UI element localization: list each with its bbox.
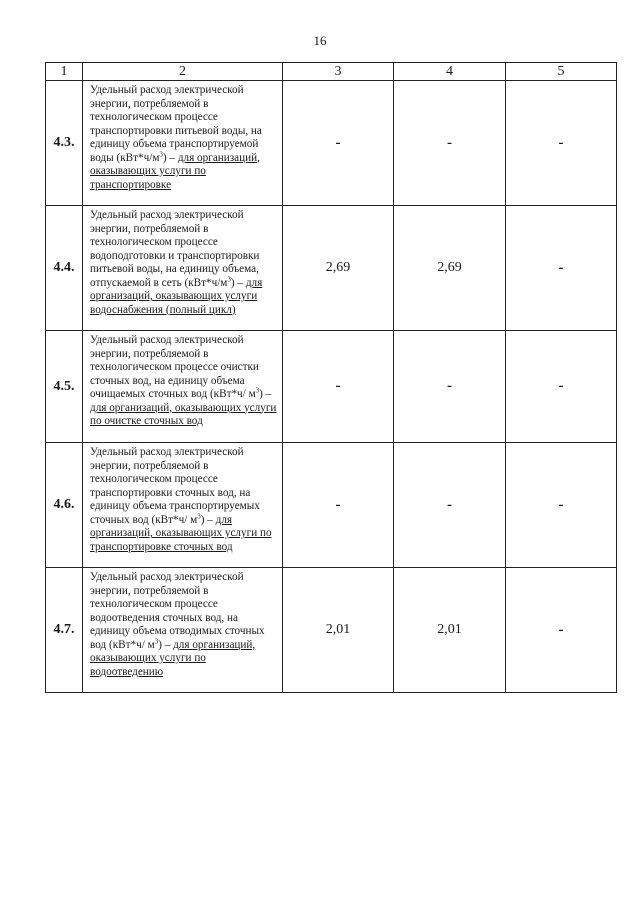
row-description: Удельный расход электрической энергии, потребляемой в технологическом процессе транспортировки сточных вод, на единицу объема транспортируемых сточных вод (кВт*ч/ $м^3$) – для организаций, оказывающих услуги по транспортировке сточных вод	[83, 443, 283, 568]
value-col4: 2,01	[394, 568, 506, 693]
value-col4: -	[394, 443, 506, 568]
column-header: 1	[46, 63, 83, 81]
column-header: 5	[506, 63, 617, 81]
value-col4: -	[394, 81, 506, 206]
value-col3: -	[283, 443, 394, 568]
row-number: 4.6.	[46, 443, 83, 568]
row-description: Удельный расход электрической энергии, потребляемой в технологическом процессе водоотведения сточных вод, на единицу объема отводимых сточных вод (кВт*ч/ $м^3$) – для организаций, оказывающих услуги по водоотведению	[83, 568, 283, 693]
table-header-row	[46, 63, 617, 81]
value-col3: 2,01	[283, 568, 394, 693]
table-row	[46, 206, 617, 331]
value-col3: -	[283, 81, 394, 206]
row-number: 4.3.	[46, 81, 83, 206]
row-description: Удельный расход электрической энергии, потребляемой в технологическом процессе очистки сточных вод, на единицу объема очищаемых сточных вод (кВт*ч/ $м^3$) – для организаций, оказывающих услуги по очистке сточных вод	[83, 331, 283, 443]
column-header: 2	[83, 63, 283, 81]
value-col5: -	[506, 331, 617, 443]
table-row	[46, 568, 617, 693]
indicators-table	[45, 62, 617, 693]
table-row	[46, 81, 617, 206]
value-col4: 2,69	[394, 206, 506, 331]
value-col3: -	[283, 331, 394, 443]
value-col4: -	[394, 331, 506, 443]
value-col3: 2,69	[283, 206, 394, 331]
value-col5: -	[506, 568, 617, 693]
value-col5: -	[506, 81, 617, 206]
row-number: 4.7.	[46, 568, 83, 693]
value-col5: -	[506, 443, 617, 568]
page-number: 16	[313, 33, 327, 48]
column-header: 3	[283, 63, 394, 81]
table-row	[46, 443, 617, 568]
value-col5: -	[506, 206, 617, 331]
row-description: Удельный расход электрической энергии, потребляемой в технологическом процессе транспортировки питьевой воды, на единицу объема транспортируемой воды $(кВт*ч/м^3)$ – для организаций, оказывающих услуги по транспортировке	[83, 81, 283, 206]
column-header: 4	[394, 63, 506, 81]
row-number: 4.4.	[46, 206, 83, 331]
row-description: Удельный расход электрической энергии, потребляемой в технологическом процессе водоподготовки и транспортировки питьевой воды, на единицу объема, отпускаемой в сеть $(кВт*ч/м^3)$ – для организаций, оказывающих услуги водоснабжения (полный цикл)	[83, 206, 283, 331]
row-number: 4.5.	[46, 331, 83, 443]
table-row	[46, 331, 617, 443]
